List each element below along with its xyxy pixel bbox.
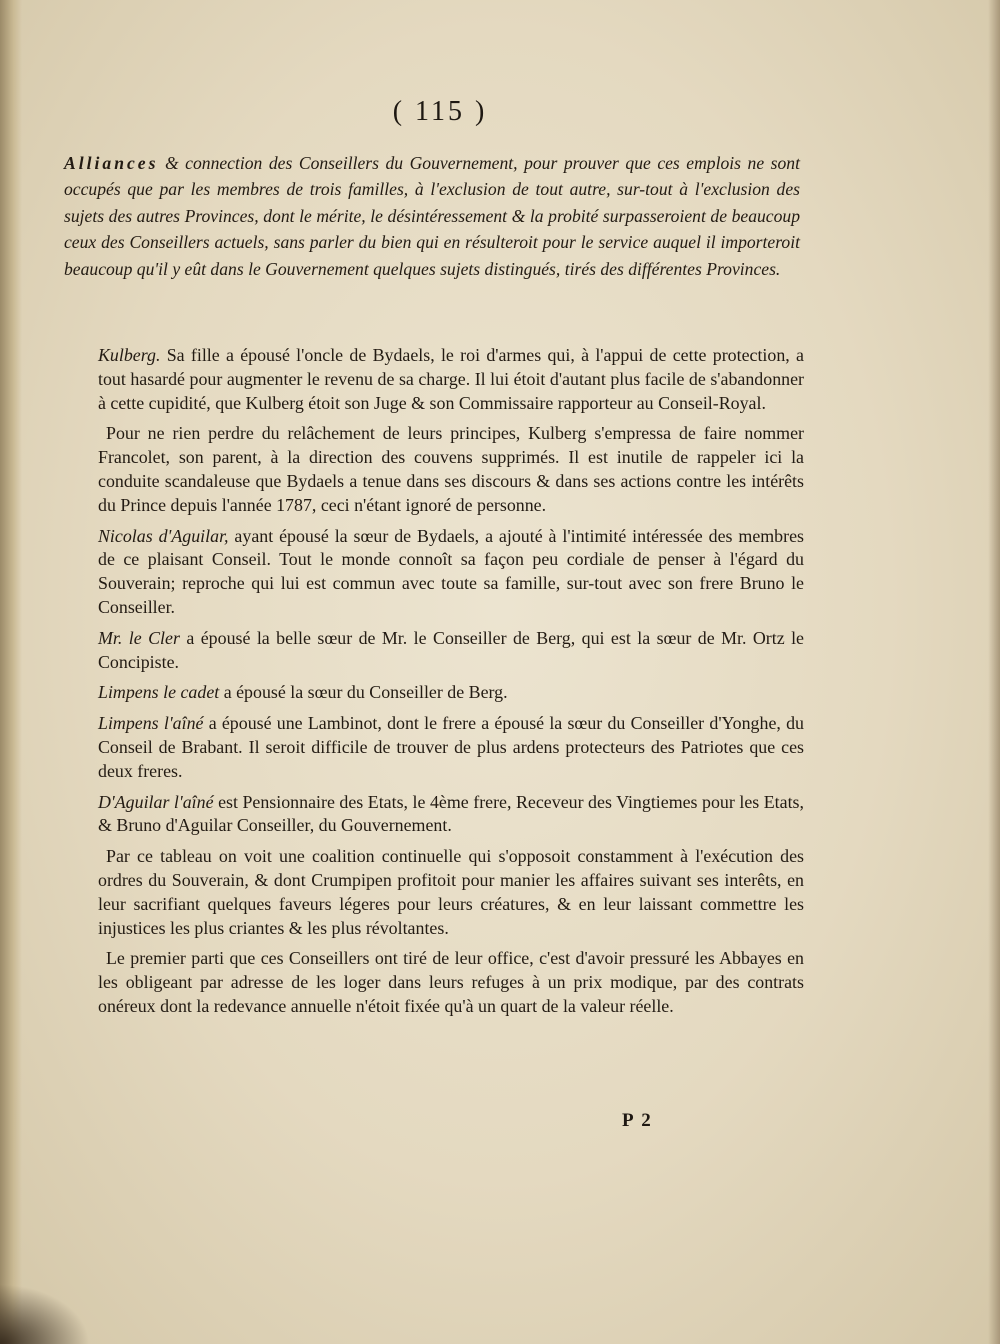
body-text	[98, 344, 804, 1026]
paragraph-name: Nicolas d'Aguilar,	[98, 525, 229, 546]
paragraph	[98, 845, 804, 940]
paragraph	[98, 712, 804, 783]
page-binding-edge	[0, 0, 22, 1344]
paragraph	[98, 422, 804, 517]
paragraph	[98, 947, 804, 1018]
paragraph-name: Limpens le cadet	[98, 682, 220, 703]
paragraph-text: a épousé une Lambinot, dont le frere a épousé la sœur du Conseiller d'Yonghe, du Conseil de Brabant. Il seroit difficile de trouver de plus ardens protecteurs des Patriotes que ces deux freres.	[98, 713, 804, 781]
paragraph-text: Sa fille a épousé l'oncle de Bydaels, le roi d'armes qui, à l'appui de cette protection, a tout hasardé pour augmenter le revenu de sa charge. Il lui étoit d'autant plus facile de s'abandonner à cette cupidité, que Kulberg étoit son Juge & son Commissaire rapporteur au Conseil-Royal.	[98, 345, 804, 413]
intro-text: & connection des Conseillers du Gouvernement, pour prouver que ces emplois ne sont occupés que par les membres de trois familles, à l'exclusion de tout autre, sur-tout à l'exclusion des sujets des autres Provinces, dont le mérite, le désintéressement & la probité surpasseroient de beaucoup ceux des Conseillers actuels, sans parler du bien qui en résulteroit pour le service auquel il importeroit beaucoup qu'il y eût dans le Gouvernement quelques sujets distingués, tirés des différentes Provinces.	[64, 153, 800, 279]
paragraph-text: Par ce tableau on voit une coalition continuelle qui s'opposoit constamment à l'exécution des ordres du Souverain, & dont Crumpipen profitoit pour manier les affaires suivant ses interêts, en leur sacrifiant quelques faveurs légeres pour leurs créatures, & en leur laissant commettre les injustices les plus criantes & les plus révoltantes.	[98, 846, 804, 938]
paragraph-name: D'Aguilar l'aîné	[98, 791, 214, 812]
paragraph	[98, 681, 804, 705]
paragraph-text: Pour ne rien perdre du relâchement de leurs principes, Kulberg s'empressa de faire nommer Francolet, son parent, à la direction des couvens supprimés. Il est inutile de rappeler ici la conduite scandaleuse que Bydaels a tenue dans ses discours & dans ses actions contre les intérêts du Prince depuis l'année 1787, ceci n'étant ignoré de personne.	[98, 423, 804, 515]
paragraph-text: a épousé la belle sœur de Mr. le Conseiller de Berg, qui est la sœur de Mr. Ortz le Concipiste.	[98, 627, 804, 672]
paragraph-text: Le premier parti que ces Conseillers ont tiré de leur office, c'est d'avoir pressuré les Abbayes en les obligeant par adresse de les loger dans leurs refuges à un prix modique, par des contrats onéreux dont la redevance annuelle n'étoit fixée qu'à un quart de la valeur réelle.	[98, 948, 804, 1016]
paragraph	[98, 627, 804, 675]
paragraph-text: ayant épousé la sœur de Bydaels, a ajouté à l'intimité intéressée des membres de ce plaisant Conseil. Tout le monde connoît sa façon peu cordiale de penser à l'égard du Souverain; reproche qui lui est commun avec toute sa famille, sur-tout avec son frere Bruno le Conseiller.	[98, 525, 804, 617]
page-right-edge	[988, 0, 1000, 1344]
paragraph	[98, 344, 804, 415]
signature-mark: P 2	[622, 1110, 653, 1131]
paragraph-text: est Pensionnaire des Etats, le 4ème frere, Receveur des Vingtiemes pour les Etats, & Bruno d'Aguilar Conseiller, du Gouvernement.	[98, 791, 804, 836]
paragraph	[98, 525, 804, 620]
intro-lead-word: Alliances	[64, 153, 159, 173]
paragraph-name: Limpens l'aîné	[98, 713, 204, 734]
paragraph	[98, 791, 804, 839]
corner-shadow	[0, 1284, 90, 1344]
page-number: ( 115 )	[392, 96, 488, 127]
paragraph-name: Mr. le Cler	[98, 627, 180, 648]
intro-paragraph	[64, 150, 800, 282]
paragraph-text: a épousé la sœur du Conseiller de Berg.	[219, 682, 508, 703]
paragraph-name: Kulberg.	[98, 345, 161, 365]
